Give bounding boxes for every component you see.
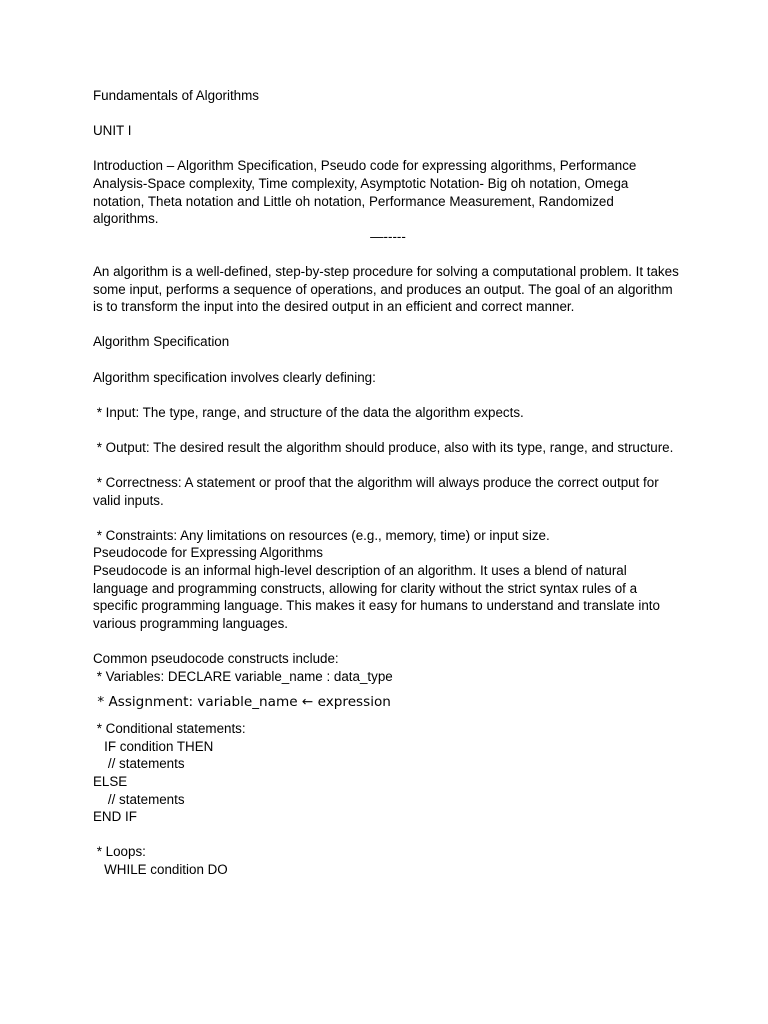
construct-conditional-label: * Conditional statements: bbox=[93, 721, 246, 737]
code-endif-line: END IF bbox=[93, 809, 137, 825]
syllabus-paragraph: Introduction – Algorithm Specification, Pseudo code for expressing algorithms, Performance Analysis-Space complexity, Time complexity, Asymptotic Notation- Big oh notation, Omega notation, Theta notation and Little oh notation, Performance Measurement, Randomized algorithms. bbox=[93, 158, 640, 227]
spec-item-input: * Input: The type, range, and structure of the data the algorithm expects. bbox=[93, 404, 524, 420]
spec-heading: Algorithm Specification bbox=[93, 334, 230, 350]
code-while-line: WHILE condition DO bbox=[93, 861, 228, 877]
document-body bbox=[93, 87, 683, 879]
construct-variables: * Variables: DECLARE variable_name : data_type bbox=[93, 668, 393, 684]
spec-intro: Algorithm specification involves clearly defining: bbox=[93, 369, 376, 385]
construct-loops-label: * Loops: bbox=[93, 844, 146, 860]
document-title: Fundamentals of Algorithms bbox=[93, 88, 259, 103]
spec-item-output: * Output: The desired result the algorithm should produce, also with its type, range, and structure. bbox=[93, 439, 674, 455]
code-statements-2: // statements bbox=[93, 791, 185, 807]
pseudo-heading: Pseudocode for Expressing Algorithms bbox=[93, 545, 323, 561]
spec-item-constraints: * Constraints: Any limitations on resources (e.g., memory, time) or input size. bbox=[93, 527, 550, 543]
code-statements-1: // statements bbox=[93, 756, 185, 772]
section-separator: —----- bbox=[370, 228, 406, 244]
unit-heading: UNIT I bbox=[93, 123, 132, 139]
constructs-intro: Common pseudocode constructs include: bbox=[93, 651, 339, 666]
construct-assignment: * Assignment: variable_name ← expression bbox=[93, 694, 391, 711]
code-else-line: ELSE bbox=[93, 773, 128, 789]
code-if-line: IF condition THEN bbox=[93, 738, 214, 754]
spec-item-correctness: * Correctness: A statement or proof that the algorithm will always produce the correct output for valid inputs. bbox=[93, 475, 663, 508]
intro-paragraph: An algorithm is a well-defined, step-by-step procedure for solving a computational problem. It takes some input, performs a sequence of operations, and produces an output. The goal of an algorithm is to transform the input into the desired output in an efficient and correct manner. bbox=[93, 263, 683, 315]
pseudo-intro: Pseudocode is an informal high-level description of an algorithm. It uses a blend of natural language and programming constructs, allowing for clarity without the strict syntax rules of a specific programming language. This makes it easy for humans to understand and translate into various programming languages. bbox=[93, 563, 664, 631]
